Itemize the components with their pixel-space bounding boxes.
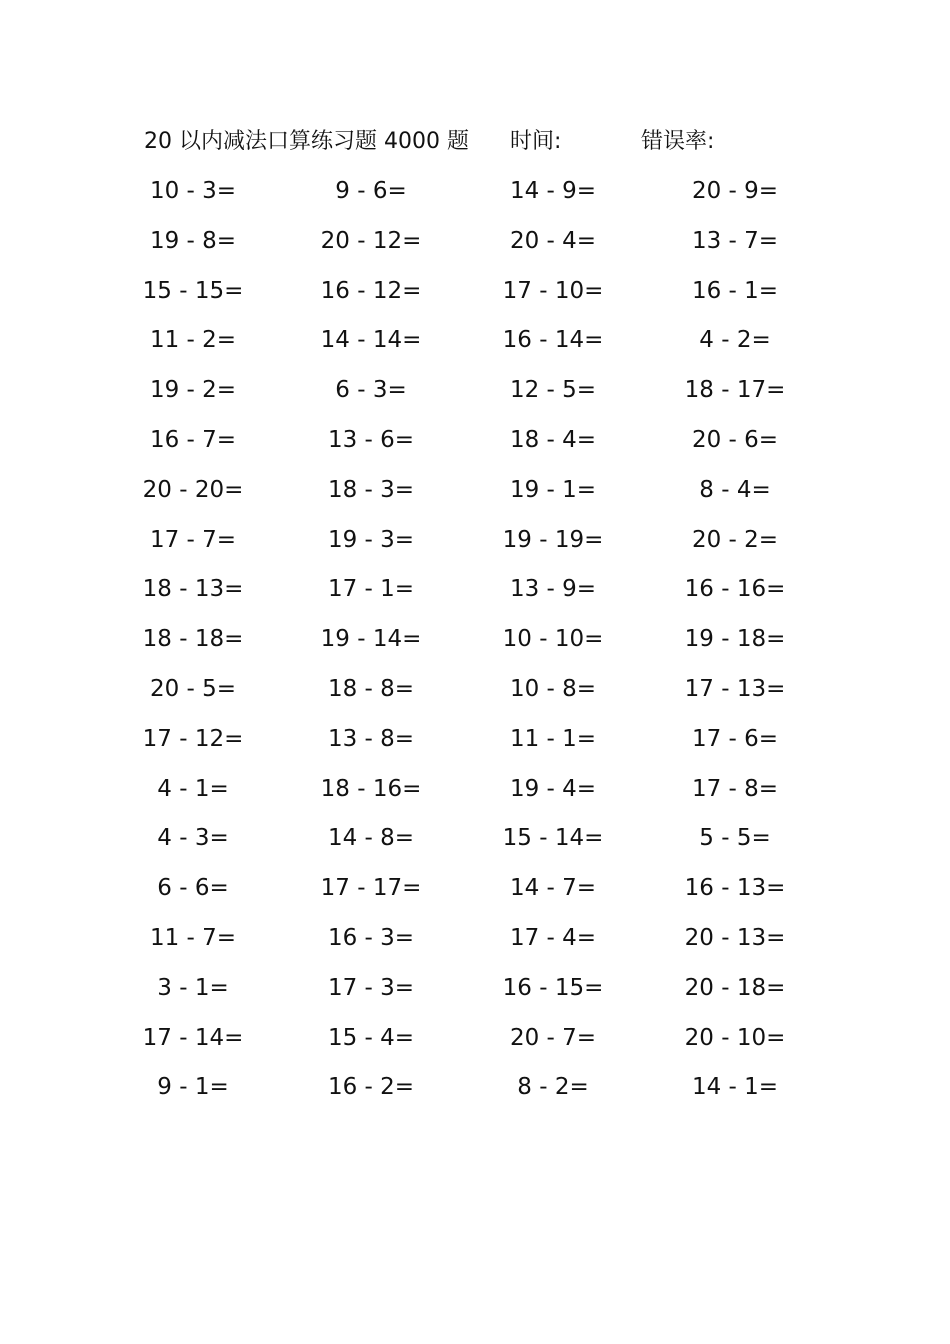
problem-cell: 18 - 17= [684, 377, 786, 404]
problem-row [0, 867, 950, 917]
problem-cell: 13 - 7= [691, 227, 779, 254]
worksheet-title: 20 以内减法口算练习题 4000 题 [144, 129, 469, 154]
problem-cell: 18 - 3= [327, 476, 415, 503]
problem-cell: 17 - 13= [684, 675, 786, 702]
problem-cell: 18 - 4= [509, 426, 597, 453]
problem-cell: 19 - 4= [509, 775, 597, 802]
problem-cell: 14 - 7= [509, 875, 597, 902]
problem-cell: 11 - 2= [149, 327, 237, 354]
problem-row [0, 519, 950, 569]
problem-cell: 19 - 2= [149, 377, 237, 404]
problem-row [0, 170, 950, 220]
problem-cell: 17 - 1= [327, 576, 415, 603]
problem-cell: 16 - 12= [320, 277, 422, 304]
problem-row [0, 270, 950, 320]
problem-cell: 14 - 9= [509, 178, 597, 204]
problem-cell: 4 - 2= [699, 327, 771, 354]
problem-cell: 13 - 6= [327, 426, 415, 453]
worksheet-header [144, 124, 864, 160]
time-label: 时间: [510, 129, 562, 154]
problem-cell: 5 - 5= [699, 825, 771, 852]
problem-cell: 14 - 8= [327, 825, 415, 852]
problem-cell: 10 - 8= [509, 675, 597, 702]
problem-cell: 20 - 13= [684, 924, 786, 951]
problem-cell: 18 - 8= [327, 675, 415, 702]
problem-cell: 9 - 1= [157, 1074, 229, 1101]
problem-cell: 16 - 1= [691, 277, 779, 304]
problem-cell: 20 - 7= [509, 1024, 597, 1051]
problem-cell: 14 - 14= [320, 327, 422, 354]
problem-cell: 20 - 5= [149, 675, 237, 702]
problem-cell: 12 - 5= [509, 377, 597, 404]
problem-cell: 17 - 3= [327, 974, 415, 1001]
problem-row [0, 618, 950, 668]
problem-cell: 20 - 18= [684, 974, 786, 1001]
problem-cell: 16 - 16= [684, 576, 786, 603]
problem-cell: 19 - 18= [684, 626, 786, 653]
problem-cell: 6 - 3= [335, 377, 407, 404]
problem-row [0, 568, 950, 618]
problem-cell: 20 - 6= [691, 426, 779, 453]
problem-cell: 17 - 10= [502, 277, 604, 304]
problem-row [0, 967, 950, 1017]
problem-cell: 8 - 2= [517, 1074, 589, 1101]
problem-cell: 19 - 8= [149, 227, 237, 254]
problem-cell: 16 - 13= [684, 875, 786, 902]
problem-cell: 10 - 3= [149, 178, 237, 204]
problem-cell: 11 - 1= [509, 725, 597, 752]
problem-row [0, 319, 950, 369]
problem-cell: 3 - 1= [157, 974, 229, 1001]
problem-cell: 16 - 15= [502, 974, 604, 1001]
problem-cell: 19 - 1= [509, 476, 597, 503]
problem-cell: 20 - 4= [509, 227, 597, 254]
problem-cell: 19 - 14= [320, 626, 422, 653]
error-rate-label: 错误率: [641, 129, 715, 154]
problem-cell: 17 - 6= [691, 725, 779, 752]
problem-cell: 11 - 7= [149, 924, 237, 951]
problem-cell: 19 - 19= [502, 526, 604, 553]
problem-cell: 4 - 3= [157, 825, 229, 852]
problem-cell: 20 - 9= [691, 178, 779, 204]
problem-row [0, 1017, 950, 1067]
problem-cell: 15 - 15= [142, 277, 244, 304]
problem-row [0, 419, 950, 469]
problem-cell: 17 - 12= [142, 725, 244, 752]
problem-cell: 18 - 18= [142, 626, 244, 653]
problem-row [0, 817, 950, 867]
problem-cell: 16 - 2= [327, 1074, 415, 1101]
problem-cell: 18 - 16= [320, 775, 422, 802]
problem-cell: 19 - 3= [327, 526, 415, 553]
problem-cell: 8 - 4= [699, 476, 771, 503]
problem-row [0, 469, 950, 519]
problem-cell: 6 - 6= [157, 875, 229, 902]
problem-row [0, 1066, 950, 1116]
problem-cell: 4 - 1= [157, 775, 229, 802]
problem-cell: 9 - 6= [335, 178, 407, 204]
problem-cell: 15 - 14= [502, 825, 604, 852]
problem-cell: 13 - 8= [327, 725, 415, 752]
problem-row [0, 369, 950, 419]
problem-row [0, 718, 950, 768]
problem-cell: 10 - 10= [502, 626, 604, 653]
problem-cell: 17 - 7= [149, 526, 237, 553]
problem-cell: 17 - 4= [509, 924, 597, 951]
problem-cell: 16 - 7= [149, 426, 237, 453]
problem-cell: 17 - 17= [320, 875, 422, 902]
problem-cell: 16 - 14= [502, 327, 604, 354]
problem-row [0, 917, 950, 967]
problem-cell: 16 - 3= [327, 924, 415, 951]
problem-cell: 18 - 13= [142, 576, 244, 603]
problem-row [0, 220, 950, 270]
problem-cell: 15 - 4= [327, 1024, 415, 1051]
problem-cell: 20 - 2= [691, 526, 779, 553]
problem-cell: 20 - 12= [320, 227, 422, 254]
problem-cell: 20 - 20= [142, 476, 244, 503]
problem-grid [0, 170, 950, 1116]
problem-cell: 20 - 10= [684, 1024, 786, 1051]
problem-row [0, 668, 950, 718]
problem-cell: 17 - 14= [142, 1024, 244, 1051]
problem-row [0, 768, 950, 818]
problem-cell: 17 - 8= [691, 775, 779, 802]
problem-cell: 14 - 1= [691, 1074, 779, 1101]
problem-cell: 13 - 9= [509, 576, 597, 603]
